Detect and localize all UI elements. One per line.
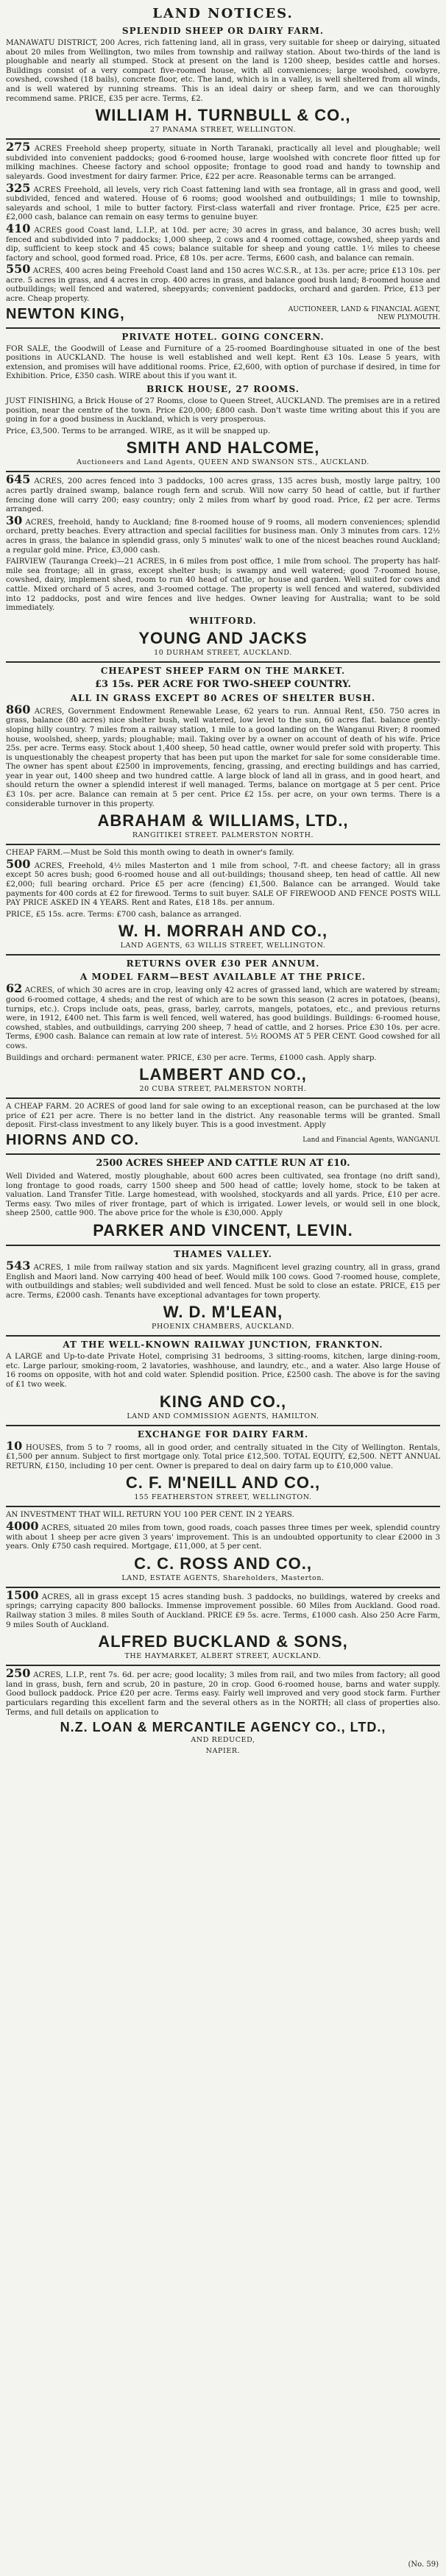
ad-lead-number: 62: [6, 981, 23, 996]
advertisement: [6, 1506, 440, 1581]
ad-paragraph: [6, 396, 440, 424]
ad-text: MANAWATU DISTRICT, 200 Acres, rich fattening land, all in grass, very suitable for sheep or dairying, situated about 20 miles from Wellington, two miles from township and railway station. About two-thirds of the land is ploughable and nearly all stumped. Stock at present on the land is 1200 sheep, besides cattle and horses. Buildings consist of a very compact five-roomed house, with all conveniences; large woolshed, cowbyre, cowshed, cowshed (18 bails), concrete floor, etc. The land, which is in a valley, is well sheltered from all winds, and is well watered by running streams. This is an ideal dairy or sheep farm, and we can thoroughly recommend same. PRICE, £35 per acre. Terms, £2.: [6, 38, 440, 103]
ad-divider: [6, 1245, 440, 1246]
agent-description: AUCTIONEER, LAND & FINANCIAL AGENT, NEW PLYMOUTH.: [288, 306, 440, 322]
ad-lead-number: 30: [6, 513, 23, 527]
ad-paragraph: [6, 1172, 440, 1218]
ad-paragraph: [6, 848, 440, 858]
ad-text: AN INVESTMENT THAT WILL RETURN YOU 100 PER CENT. IN 2 YEARS.: [6, 1510, 294, 1520]
ad-paragraph: [6, 1587, 440, 1629]
ad-heading: RETURNS OVER £30 PER ANNUM.: [126, 958, 320, 969]
ad-divider: [6, 327, 440, 329]
ad-paragraph: [6, 702, 440, 809]
ad-paragraph: [6, 981, 440, 1050]
agent-address: 27 PANAMA STREET, WELLINGTON.: [149, 126, 297, 135]
ad-text: ACRES, Government Endowment Renewable Lease, 62 years to run. Annual Rent, £50. 750 acres in grass, balance (80 acres) nice shelter bush, well watered, low level to the sun, 60 acres flat. balance gently-sloping hilly country. 7 miles from a railway station, 1 mile to a good landing on the Wanganui River; 8 roomed house, woolshed, sheep, yards; ploughable; mail. Taking over by a owner on account of death of his wife. Price 25s. per acre. Terms easy. Stock about 1,400 sheep, 50 head cattle, owner would prefer sold with property. This is unquestionably the cheapest property that has been put upon the market for sale for some considerable time. The owner has spent about £2500 in improvements, fencing, grassing, and erecting buildings and has carried, year in year out, 1400 sheep and two hundred cattle. A large block of land all in grass, and in good heart, and should return the owner a splendid interest if well managed. Terms, balance on mortgage at 5 per cent. Price £3 10s. per acre. Balance can remain at 5 per cent. Price £2 15s. per acre, on your own terms. There is a considerable turnover in this property.: [6, 706, 440, 808]
ad-divider: [6, 471, 440, 472]
ad-divider: [6, 1153, 440, 1155]
ad-text: ACRES, L.I.P., rent 7s. 6d. per acre; good locality; 3 miles from rail, and two miles from factory; all good land in grass, bush, fern and scrub, 20 in pasture, 20 in crop. Good 6-roomed house, barns and water supply. Good bullock paddock. Price £20 per acre. Terms easy. Fairly well improved and very good stock farm. Further particulars regarding this excellent farm and the several others as in the NORTH; all class of properties also. Terms, and full details on application to: [6, 1671, 440, 1717]
agent-address: AND REDUCED,: [191, 1736, 255, 1745]
advertisement: [6, 26, 440, 134]
ad-lead-number: 275: [6, 140, 31, 154]
advertisement: [6, 1335, 440, 1420]
advertisement: [6, 138, 440, 323]
ad-text: Well Divided and Watered, mostly ploughable, about 600 acres been cultivated, sea frontage (no drift sand), long frontage to good roads, carry 1500 sheep and 500 head of cattle; lovely home, stock to be taken at valuation. Land Transfer Title. Large homestead, with woolshed, stockyards and all yards. Price, £10 per acre. Terms easy. Two miles of river frontage, part of which is irrigated. Lower levels, or would sell in one block, sheep 2500, cattle 900. The above price for the whole is £30,000. Apply: [6, 1171, 440, 1218]
ad-divider: [6, 661, 440, 663]
agent-name: WILLIAM H. TURNBULL & CO.,: [95, 106, 351, 125]
advertisement: [6, 1153, 440, 1240]
ad-text: Price, £3,500. Terms to be arranged. WIRE, as it will be snapped up.: [6, 426, 271, 435]
agent-address: 20 CUBA STREET, PALMERSTON NORTH.: [139, 1085, 307, 1094]
agent-name: C. F. M'NEILL AND CO.,: [125, 1473, 321, 1492]
ad-divider: [6, 1587, 440, 1588]
ad-heading: CHEAPEST SHEEP FARM ON THE MARKET.: [100, 665, 346, 676]
ad-text: ACRES, 1 mile from railway station and six yards. Magnificent level grazing country, all in grass, grand English and Maori land. Now carrying 400 head of beef. Would milk 100 cows. Good 7-roomed house, complete, with outbuildings and stables; well subdivided and well fenced. Must be sold to close an estate. PRICE, £15 per acre. Terms, £2000 cash. Tenants have exceptional advantages for town property.: [6, 1262, 440, 1300]
ad-paragraph: [6, 180, 440, 222]
ad-divider: [6, 844, 440, 845]
ad-text: PRICE, £5 15s. acre. Terms: £700 cash, balance as arranged.: [6, 909, 242, 919]
agent-name: SMITH AND HALCOME,: [126, 438, 320, 458]
ad-divider: [6, 1665, 440, 1666]
ad-text: Buildings and orchard: permanent water. PRICE, £30 per acre. Terms, £1000 cash. Apply sharp.: [6, 1053, 377, 1062]
ad-price-line: £3 15s. PER ACRE FOR TWO-SHEEP COUNTRY.: [94, 678, 351, 690]
agent-name: LAMBERT AND CO.,: [139, 1065, 307, 1084]
ad-paragraph: [6, 1519, 440, 1551]
ad-paragraph: [6, 1258, 440, 1300]
ad-heading: EXCHANGE FOR DAIRY FARM.: [137, 1428, 309, 1440]
ad-lead-number: 1500: [6, 1587, 39, 1602]
ad-text: HOUSES, from 5 to 7 rooms, all in good order, and centrally situated in the City of Wellington. Rentals, £1,500 per annum. Subject to first mortgage only. Total price £12,500. TOTAL EQUITY, £2,500. NETT ANNUAL RETURN, £150, including 10 per cent. Owner is prepared to deal on dairy farm up to £10,000 value.: [6, 1442, 441, 1470]
advertisement: [6, 954, 440, 1093]
ad-paragraph: [6, 262, 440, 304]
agent-name: C. C. ROSS AND CO.,: [134, 1554, 312, 1573]
ad-text: ACRES, of which 30 acres are in crop, leaving only 42 acres of grassed land, which are watered by stream; good 6-roomed cottage, 4 sheds; and the rest of which are to be sown this season (2 acres in potatoes, (beans), turnips, etc.). Crops include oats, peas, grass, barley, carrots, mangels, potatoes, etc., and previous returns were, in 1912, £400 net. This farm is well fenced, well watered, has good buildings. Buildings: 6-roomed house, cowshed, stables, and outbuildings, carrying 200 sheep, 7 head of cattle, and 2 horses. Price £30 10s. per acre. Terms, £900 cash. Balance can remain at low rate of interest. 5½ ROOMS AT 5 PER CENT. Good cowshed for all cows.: [6, 986, 440, 1050]
ad-paragraph: [6, 1352, 440, 1389]
ad-divider: [6, 1097, 440, 1099]
ad-lead-number: 500: [6, 856, 31, 871]
agent-name: KING AND CO.,: [159, 1392, 287, 1411]
ad-text: ACRES Freehold sheep property, situate in North Taranaki, practically all level and ploughable; well subdivided into convenient paddocks; good 6-roomed house, large woolshed with concrete floor fitted up for milking machines. Cheese factory and school opposite; frontage to good road and handy to township and saleyards. Good investment for dairy farmer. Price, £22 per acre. Reasonable terms can be arranged.: [6, 144, 440, 181]
ad-paragraph: [6, 1053, 440, 1063]
ad-lead-number: 10: [6, 1438, 23, 1453]
ad-paragraph: [6, 910, 440, 919]
ad-text: JUST FINISHING, a Brick House of 27 Rooms, close to Queen Street, AUCKLAND. The premises are in a retired position, near the centre of the town. Price £20,000; £800 cash. Don't waste time writing about this if you are going in for a good business in Auckland, which is very prosperous.: [6, 396, 440, 424]
agent-address: Auctioneers and Land Agents, QUEEN AND SWANSON STS., AUCKLAND.: [77, 458, 369, 467]
agent-name: NEWTON KING,: [6, 305, 125, 322]
ad-paragraph: [6, 427, 440, 436]
ad-text: A LARGE and Up-to-date Private Hotel, comprising 31 bedrooms, 3 sitting-rooms, kitchen, large dining-room, etc. Large parlour, smoking-room, 2 lavatories, washhouse, and laundry, etc., and a water. Also large House of 16 rooms on opposite, with hot and cold water. Splendid position. Price, £2500 cash. The above is for the saving of £1 two week.: [6, 1352, 440, 1390]
ad-paragraph: [6, 1666, 440, 1717]
advertisement: [6, 471, 440, 656]
ad-divider: [6, 1335, 440, 1337]
ad-paragraph: [6, 344, 440, 381]
ad-lead-number: 410: [6, 221, 31, 235]
ad-divider: [6, 954, 440, 956]
agent-address: LAND AGENTS, 63 WILLIS STREET, WELLINGTON.: [120, 942, 326, 950]
ad-paragraph: [6, 472, 440, 514]
ad-text: ACRES, freehold, handy to Auckland; fine 8-roomed house of 9 rooms, all modern conveniences; splendid orchard, pretty beaches. Every attraction and special facilities for business man. Only 3 minutes from cars. 12½ acres in grass, the balance in splendid grass, only 5 minutes' walk to one of the nicest beaches round Auckland; a regular gold mine. Price, £3,000 cash.: [6, 517, 440, 555]
agent-address: PHOENIX CHAMBERS, AUCKLAND.: [152, 1323, 294, 1331]
agent-name: W. H. MORRAH AND CO.,: [118, 922, 328, 941]
agent-address-line2: NAPIER.: [205, 1747, 241, 1756]
ad-lead-number: 4000: [6, 1519, 39, 1534]
ad-lead-number: 550: [6, 262, 31, 277]
advertisement: [6, 1097, 440, 1149]
agent-address: LAND AND COMMISSION AGENTS, HAMILTON.: [127, 1412, 319, 1420]
ad-heading-secondary: ALL IN GRASS EXCEPT 80 ACRES OF SHELTER BUSH.: [70, 692, 376, 703]
ad-heading-secondary: BRICK HOUSE, 27 ROOMS.: [146, 384, 300, 395]
agent-address: 155 FEATHERSTON STREET, WELLINGTON.: [134, 1493, 312, 1502]
ad-text: CHEAP FARM.—Must be Sold this month owing to death in owner's family.: [6, 848, 294, 858]
advertisement: [6, 1587, 440, 1660]
ad-heading: SPLENDID SHEEP OR DAIRY FARM.: [121, 26, 325, 36]
ad-paragraph: [6, 38, 440, 103]
section-title: LAND NOTICES.: [152, 6, 294, 21]
page-number: (No. 59): [408, 2561, 439, 2569]
ad-text: ACRES, 400 acres being Freehold Coast land and 150 acres W.C.S.R., at 13s. per acre; price £13 10s. per acre. 5 acres in grass, and 4 acres in crop. 400 acres in grass, and balance good bush land; 8-roomed house and outbuildings; well fenced and watered, sheepyards; convenient paddocks, orchard and garden. Price, £13 per acre. Cheap property.: [6, 266, 440, 304]
advertisement: [6, 327, 440, 467]
agent-address: THE HAYMARKET, ALBERT STREET, AUCKLAND.: [124, 1652, 322, 1661]
ad-text: ACRES, Freehold, 4½ miles Masterton and 1 mile from school, 7-ft. and cheese factory; all in grass except 50 acres bush; good 6-roomed house and all out-buildings; thousand sheep, ten head of cattle. All new £2,000; full bearing orchard. Price £5 per acre (fencing) £1,500. Balance can be arranged. Would take payments for 400 cords at £2 for firewood. Terms to suit buyer. SALE OF FIREWOOD AND FENCE POSTS WILL PAY PRICE ASKED IN 4 YEARS. Rent and Rates, £18 18s. per annum.: [6, 861, 440, 908]
ad-text: ACRES good Coast land, L.I.P., at 10d. per acre; 30 acres in grass, and balance, 30 acres bush; well fenced and subdivided into 7 paddocks; 1,000 sheep, 2 cows and 4 roomed cottage, cowshed, sheep yards and dip, sufficient to keep stock and 45 cows; balance suitable for sheep and young cattle. 1½ miles to cheese factory and school, good formed road. Price, £8 10s. per acre. Terms, £600 cash, and balance can remain.: [6, 225, 440, 263]
ad-lead-number: 325: [6, 180, 31, 195]
ad-lead-number: 860: [6, 702, 31, 716]
ad-paragraph: [6, 1510, 440, 1520]
ad-lead-number: 543: [6, 1258, 31, 1273]
ad-heading: PRIVATE HOTEL. GOING CONCERN.: [121, 331, 325, 342]
ad-paragraph: [6, 1438, 441, 1471]
ad-heading: AT THE WELL-KNOWN RAILWAY JUNCTION, FRANKTON.: [63, 1339, 383, 1351]
agent-name: YOUNG AND JACKS: [138, 628, 308, 647]
advertisement: [6, 661, 440, 840]
ad-text: ACRES, situated 20 miles from town, good roads, coach passes three times per week, splendid country with about 1 sheep per acre given 3 years' improvement. This is an undoubted opportunity to clear £2000 in 3 years. Only £750 cash required. Mortgage, £11,000, at 5 per cent.: [6, 1523, 440, 1551]
ad-paragraph: [6, 221, 440, 263]
agent-inline-row: [6, 1132, 440, 1149]
ad-subheading: A MODEL FARM—BEST AVAILABLE AT THE PRICE.: [79, 972, 367, 983]
agent-address: LAND, ESTATE AGENTS, Shareholders, Masterton.: [121, 1573, 325, 1582]
agent-name: ABRAHAM & WILLIAMS, LTD.,: [97, 811, 349, 830]
ad-price-line: 2500 ACRES SHEEP AND CATTLE RUN AT £10.: [96, 1157, 350, 1169]
agent-name: N.Z. LOAN & MERCANTILE AGENCY CO., LTD.,: [60, 1720, 386, 1735]
ads-container: [6, 26, 440, 1755]
ad-text: A CHEAP FARM. 20 ACRES of good land for sale owing to an exceptional reason, can be purchased at the low price of £21 per acre. There is no better land in the district. Any reasonable terms will be granted. Small deposit. First-class investment to any likely buyer. This is a good investment. Apply: [6, 1102, 440, 1130]
ad-text: ACRES, 200 acres fenced into 3 paddocks, 100 acres grass, 135 acres bush, mostly large paltry, 100 acres partly drained swamp, balance rough fern and scrub. Will now carry 50 head of cattle, but if further fencing done will carry 200; easy country; only 2 miles from wharf by good road. Price, £2 per acre. Terms arranged.: [6, 477, 440, 514]
agent-description: Land and Financial Agents, WANGANUI.: [302, 1136, 440, 1144]
agent-address: RANGITIKEI STREET. PALMERSTON NORTH.: [132, 831, 314, 840]
ad-heading: THAMES VALLEY.: [174, 1248, 272, 1259]
ad-divider: [6, 1425, 440, 1426]
agent-name: W. D. M'LEAN,: [163, 1303, 283, 1322]
ad-place-heading: WHITFORD.: [189, 615, 257, 626]
advertisement: [6, 1245, 440, 1331]
ad-text: ACRES Freehold, all levels, very rich Coast fattening land with sea frontage, all in grass and good, well subdivided, fenced and watered. House of 6 rooms; good woolshed and outbuildings; 1 mile to township, saleyards and school, 1 mile to butter factory. First-class waterfall and river frontage. Price, £25 per acre. £2,000 cash, balance can remain on easy terms to genuine buyer.: [6, 185, 440, 222]
ad-divider: [6, 138, 440, 140]
land-notices-page: [0, 6, 446, 1755]
agent-name: PARKER AND VINCENT, LEVIN.: [93, 1220, 353, 1239]
ad-text: FOR SALE, the Goodwill of Lease and Furniture of a 25-roomed Boardinghouse situated in one of the best positions in AUCKLAND. The house is well established and well kept. Rent £3 10s. Lease 5 years, with extension, and promises will have additional rooms. Price, £2,600, with option of purchase if desired, in time for Exhibition. Price, £350 cash. WIRE about this if you want it.: [6, 344, 440, 381]
ad-lead-number: 250: [6, 1666, 31, 1681]
ad-text: ACRES, all in grass except 15 acres standing bush. 3 paddocks, no buildings, watered by creeks and springs; carrying capacity 800 ballocks. Immense improvement possible. 60 Miles from Auckland. Good road. Railway station 3 miles. 8 miles South of Auckland. PRICE £9 5s. acre. Terms, £1000 cash. Also 250 Acre Farm, 9 miles South of Auckland.: [6, 1592, 440, 1629]
agent-name: ALFRED BUCKLAND & SONS,: [98, 1632, 348, 1651]
advertisement: [6, 1665, 440, 1755]
ad-paragraph: [6, 1102, 440, 1130]
agent-name: HIORNS AND CO.: [6, 1131, 140, 1148]
agent-address: 10 DURHAM STREET, AUCKLAND.: [154, 648, 292, 657]
advertisement: [6, 844, 440, 950]
ad-paragraph: [6, 856, 440, 908]
ad-text: FAIRVIEW (Tauranga Creek)—21 ACRES, in 6 miles from post office, 1 mile from school. The property has half-mile sea frontage; all in grass, except shelter bush; is swampy and well watered; good 7-roomed house, cowshed, dairy, implement shed, room to run 40 head of cattle, or house and garden. Well suited for cows and cattle. Mixed orchard of 5 acres, and 3-roomed cottage. The property is well fenced and watered, subdivided into 12 paddocks, post and wire fences and live hedges. Owner leaving for Australia; want to be sold immediately.: [6, 557, 440, 613]
ad-paragraph: [6, 557, 440, 613]
ad-lead-number: 645: [6, 472, 31, 487]
ad-divider: [6, 1506, 440, 1507]
agent-inline-row: [6, 306, 440, 323]
ad-paragraph: [6, 140, 440, 181]
advertisement: [6, 1425, 440, 1502]
ad-paragraph: [6, 513, 440, 555]
